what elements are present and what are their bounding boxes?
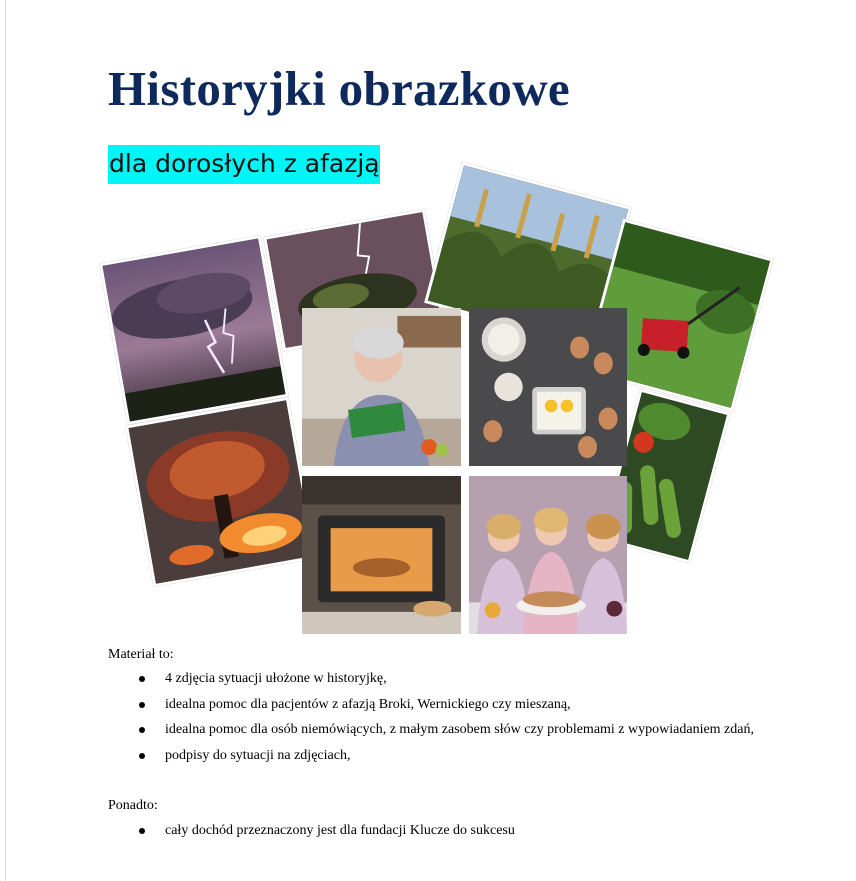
material-list [108,666,754,768]
also-heading: Ponadto: [108,798,158,813]
photo-tall-plants [424,162,632,349]
photo-children-eating [469,476,627,634]
photo-oven-baking [302,476,461,634]
photo-baking-ingredients [469,308,627,466]
list-item: idealna pomoc dla osób niemówiących, z małym zasobem słów czy problemami z wypowiadaniem zdań, [108,717,754,743]
list-item: cały dochód przeznaczony jest dla fundacji Klucze do sukcesu [108,818,515,844]
material-heading: Materiał to: [108,647,174,662]
photo-vegetables [599,388,730,563]
photo-storm-clouds [99,235,289,425]
also-list [108,818,515,844]
page-left-edge [5,0,6,881]
photo-grandma-reading [302,308,461,466]
list-item: 4 zdjęcia sytuacji ułożone w historyjkę, [108,666,754,692]
document-subtitle: dla dorosłych z afazją [108,145,380,184]
document-title: Historyjki obrazkowe [108,61,570,116]
list-item: podpisy do sytuacji na zdjęciach, [108,743,754,769]
photo-struck-tree [263,209,445,352]
photo-lawn-mower [582,219,774,412]
list-item: idealna pomoc dla pacjentów z afazją Broki, Wernickiego czy mieszaną, [108,692,754,718]
photo-burning-tree [125,397,317,587]
